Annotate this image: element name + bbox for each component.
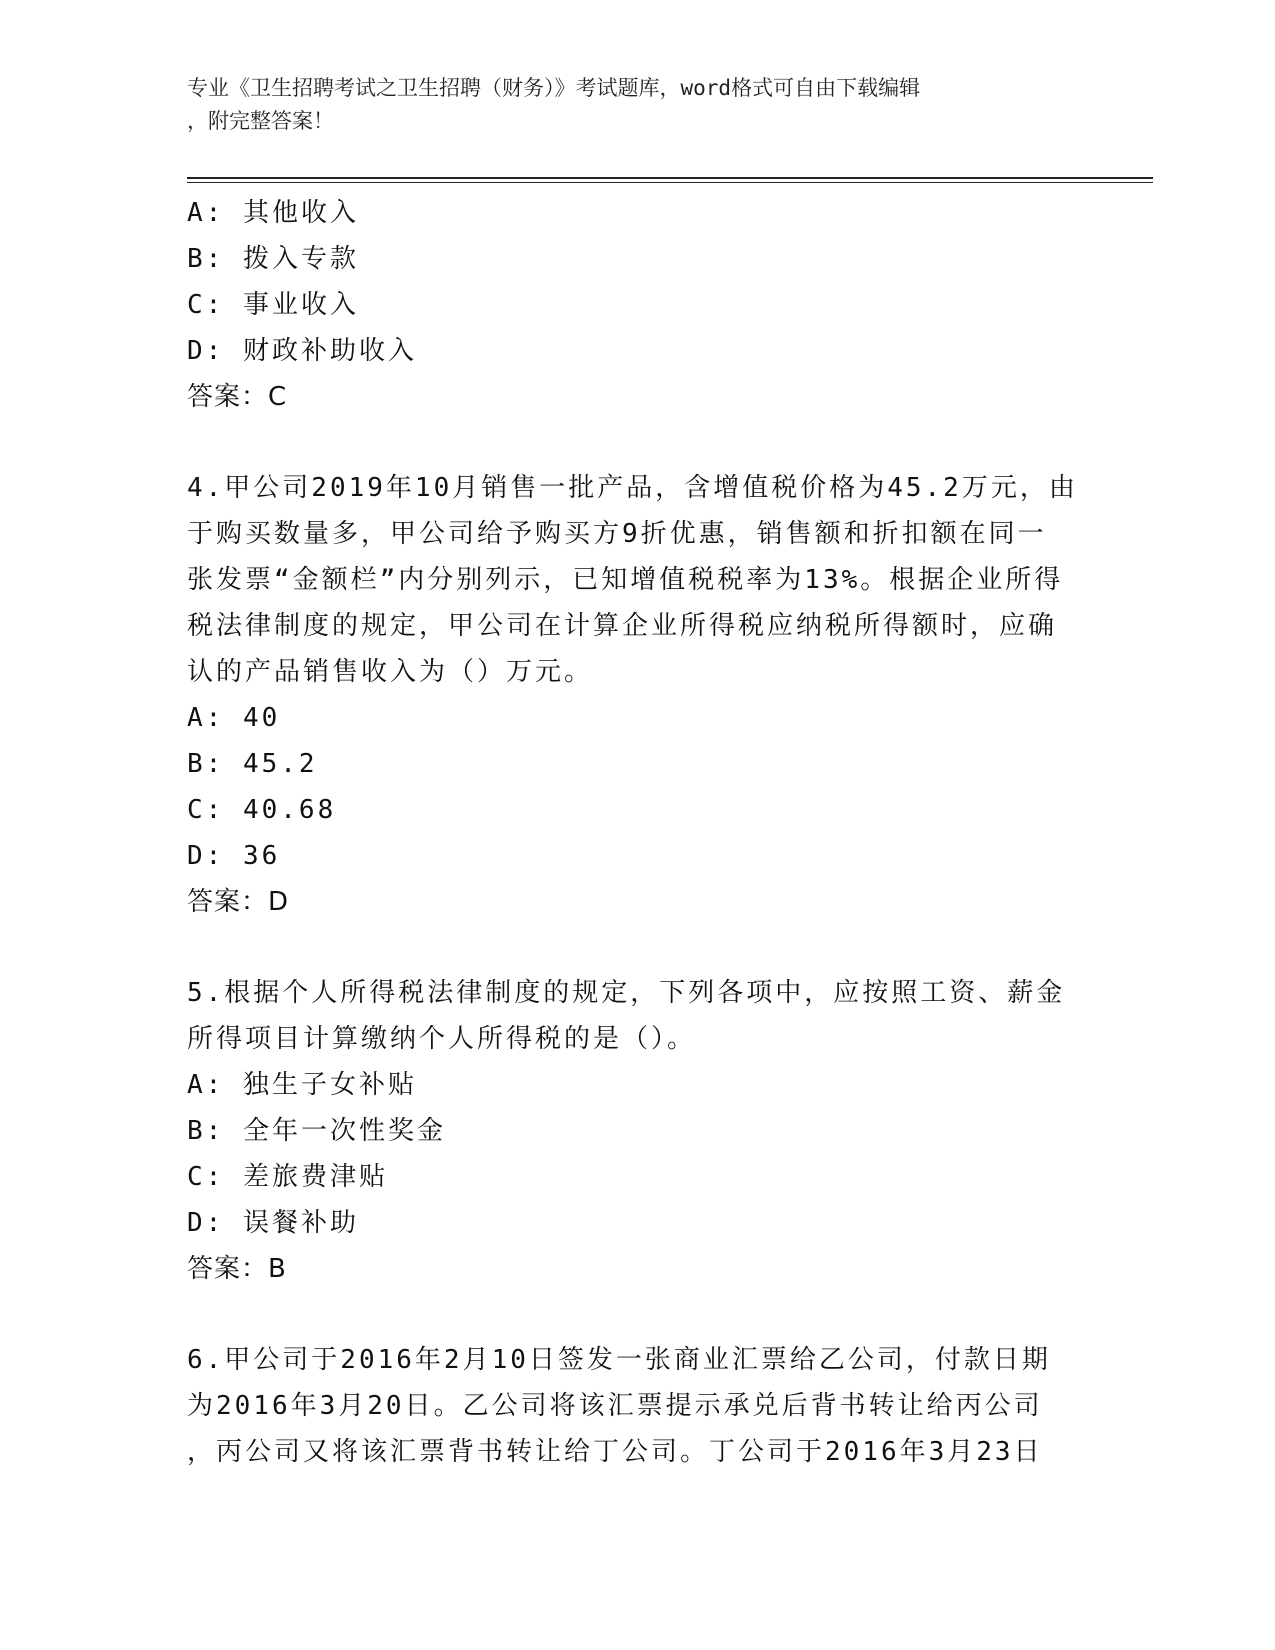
question-text-line: 为2016年3月20日。乙公司将该汇票提示承兑后背书转让给丙公司 (187, 1391, 1043, 1421)
option-a: A: 其他收入 (187, 198, 359, 228)
question-5 (187, 970, 1087, 1292)
question-4 (187, 465, 1087, 925)
header-divider-thick (187, 177, 1153, 179)
option-b: B: 全年一次性奖金 (187, 1116, 446, 1146)
answer: 答案：B (187, 1254, 287, 1284)
spacer (187, 420, 1087, 465)
option-a: A: 独生子女补贴 (187, 1070, 417, 1100)
question-text-line: 于购买数量多，甲公司给予购买方9折优惠，销售额和折扣额在同一 (187, 519, 1047, 549)
option-d: D: 财政补助收入 (187, 336, 417, 366)
question-6 (187, 1337, 1087, 1475)
spacer (187, 925, 1087, 970)
question-text-line: 税法律制度的规定，甲公司在计算企业所得税应纳税所得额时，应确 (187, 611, 1058, 641)
option-b: B: 45.2 (187, 749, 318, 779)
option-d: D: 误餐补助 (187, 1208, 359, 1238)
question-text-line: 认的产品销售收入为（）万元。 (187, 657, 594, 687)
header-line-2: ，附完整答案！ (187, 109, 334, 133)
option-a: A: 40 (187, 703, 281, 733)
option-d: D: 36 (187, 841, 281, 871)
question-text-line: ，丙公司又将该汇票背书转让给丁公司。丁公司于2016年3月23日 (187, 1437, 1043, 1467)
question-text-line: 4.甲公司2019年10月销售一批产品，含增值税价格为45.2万元，由 (187, 473, 1078, 503)
question-content (187, 190, 1087, 1475)
question-text-line: 所得项目计算缴纳个人所得税的是（）。 (187, 1024, 697, 1054)
header-line-1: 专业《卫生招聘考试之卫生招聘（财务）》考试题库，word格式可自由下载编辑 (187, 76, 921, 100)
header-divider-thin (187, 182, 1153, 183)
answer: 答案：C (187, 382, 288, 412)
answer: 答案：D (187, 887, 290, 917)
question-text-line: 张发票“金额栏”内分别列示，已知增值税税率为13%。根据企业所得 (187, 565, 1064, 595)
spacer (187, 1292, 1087, 1337)
question-3 (187, 190, 1087, 420)
option-c: C: 差旅费津贴 (187, 1162, 388, 1192)
question-text-line: 5.根据个人所得税法律制度的规定，下列各项中，应按照工资、薪金 (187, 978, 1066, 1008)
option-c: C: 40.68 (187, 795, 337, 825)
option-c: C: 事业收入 (187, 290, 359, 320)
question-text-line: 6.甲公司于2016年2月10日签发一张商业汇票给乙公司，付款日期 (187, 1345, 1051, 1375)
document-header (187, 72, 1087, 138)
option-b: B: 拨入专款 (187, 244, 359, 274)
